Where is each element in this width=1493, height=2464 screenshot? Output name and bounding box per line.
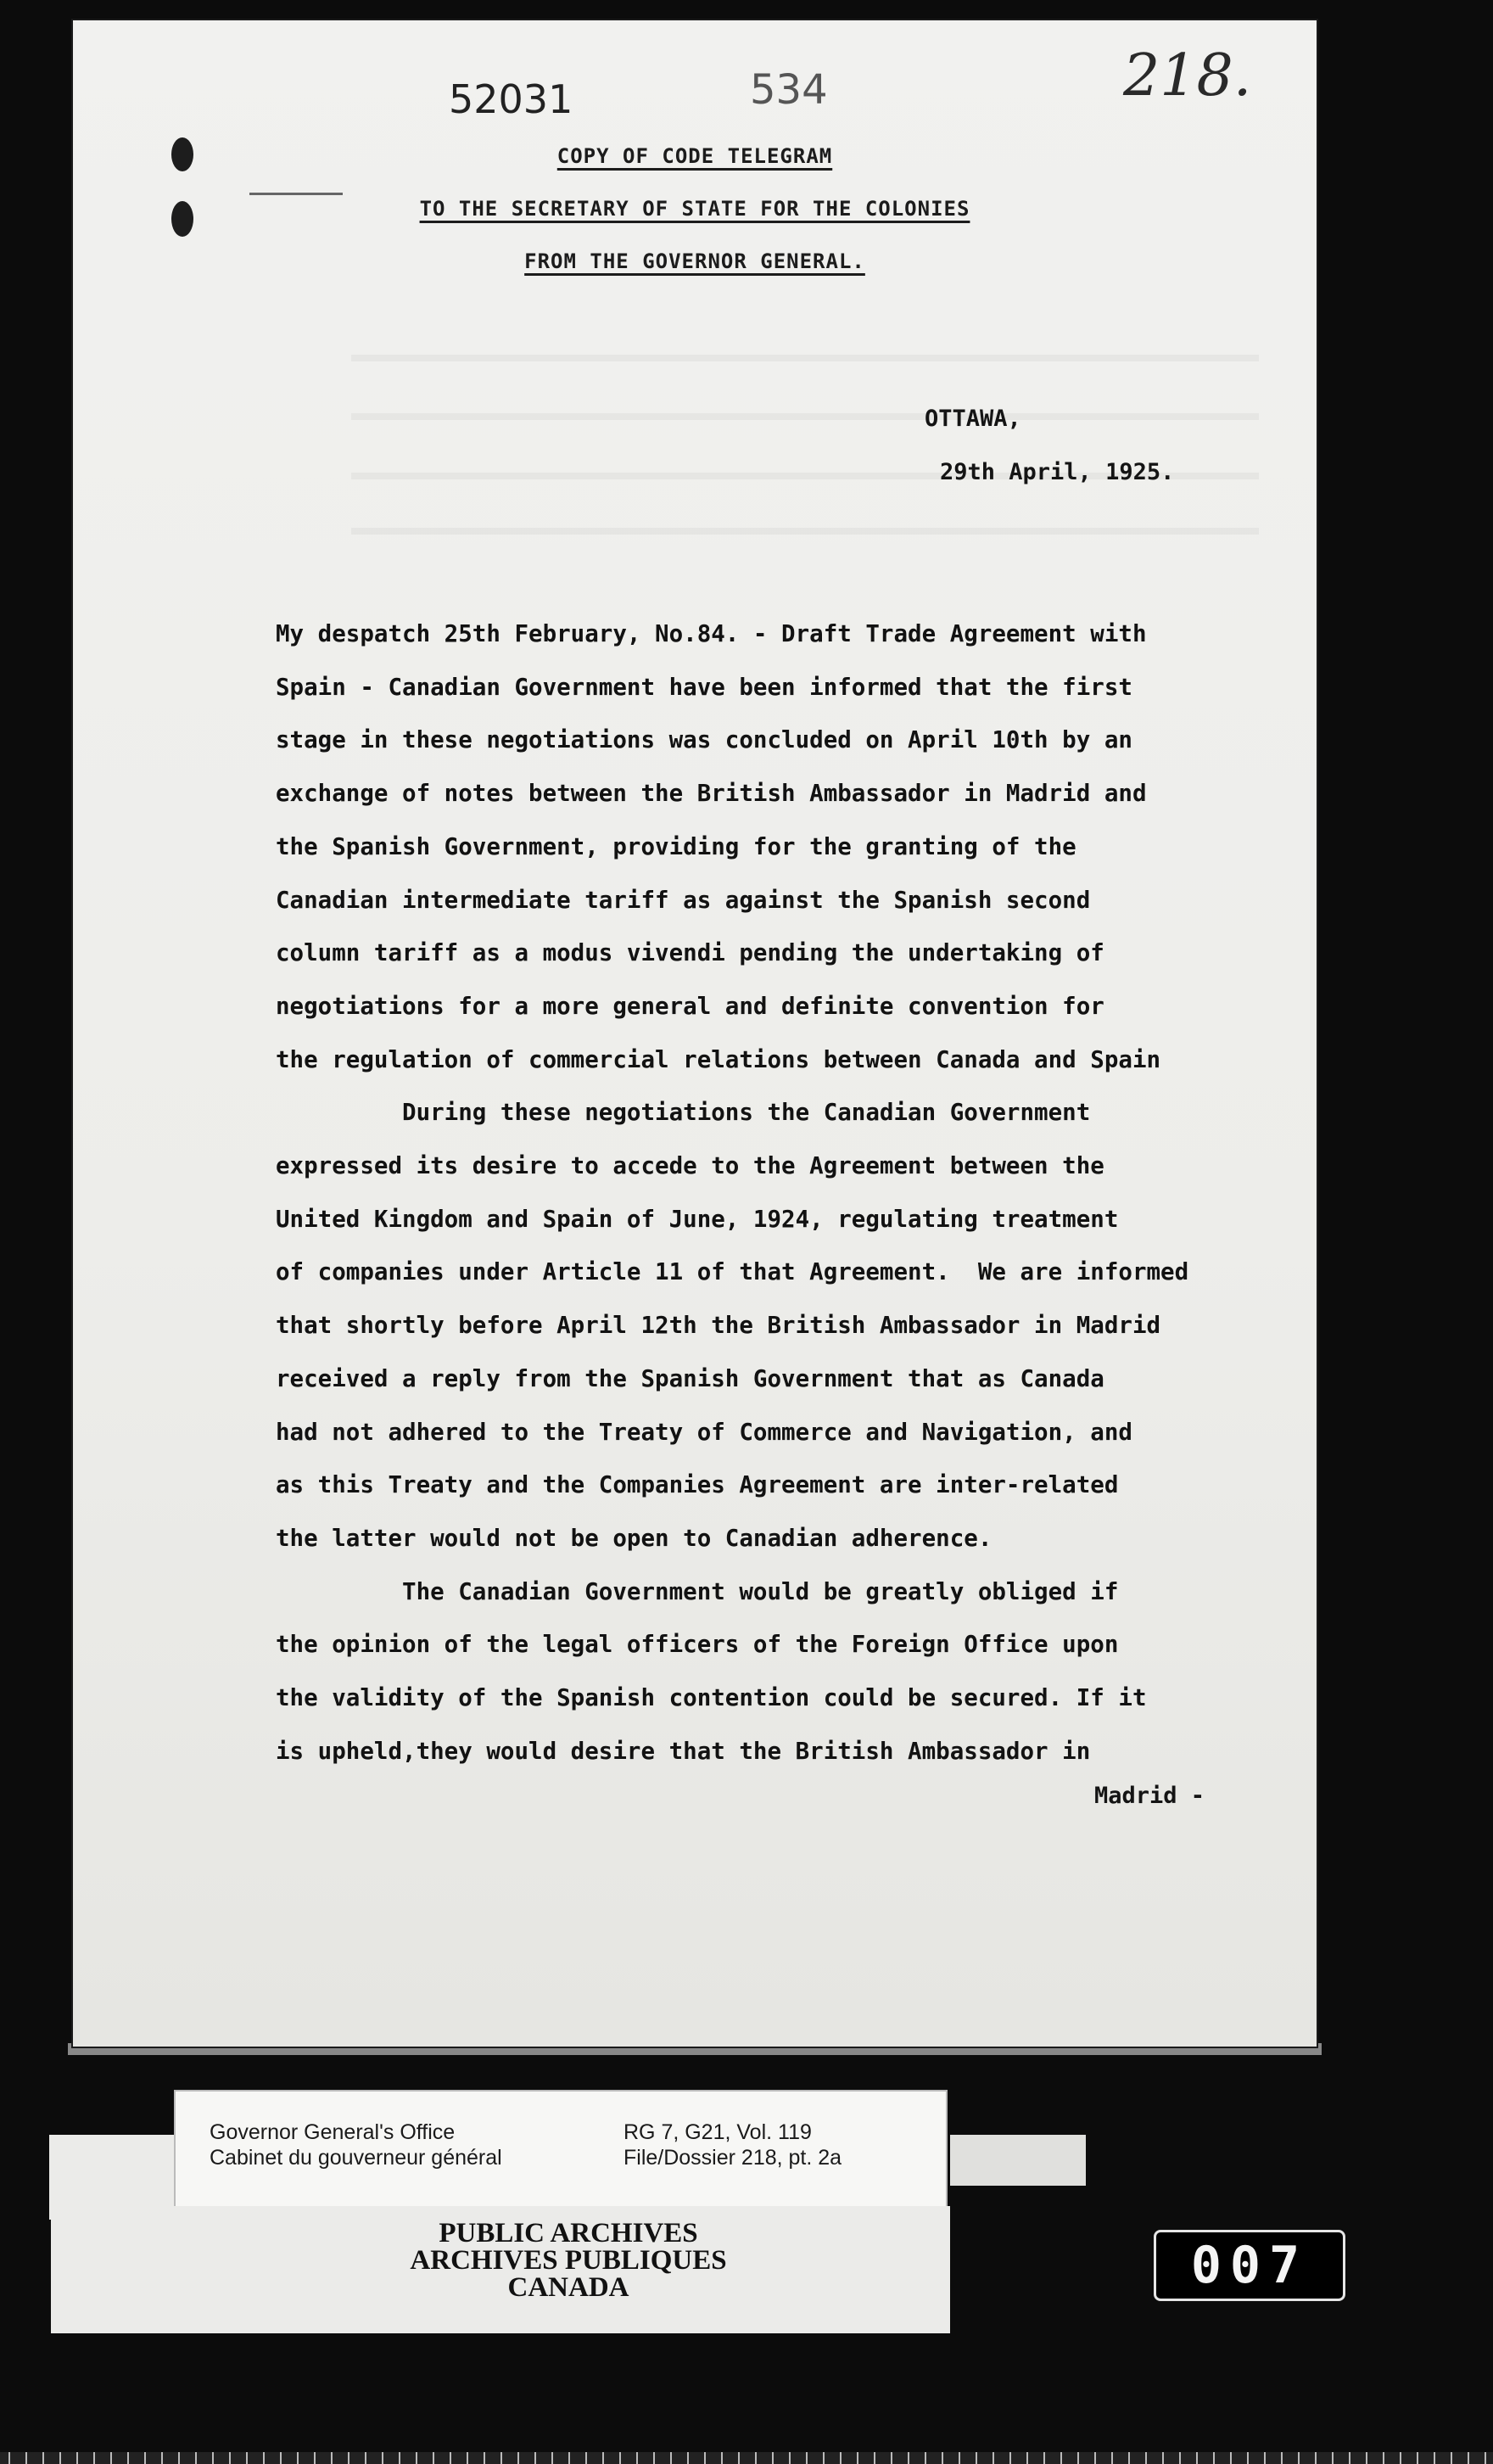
body-line: that shortly before April 12th the British Ambassador in Madrid bbox=[276, 1312, 1161, 1340]
film-edge-bottom bbox=[0, 2452, 1493, 2464]
body-line: United Kingdom and Spain of June, 1924, regulating treatment bbox=[276, 1205, 1119, 1233]
archives-imprint bbox=[51, 2206, 950, 2333]
dateline-date: 29th April, 1925. bbox=[940, 459, 1175, 485]
handwritten-page-number: 218. bbox=[1123, 42, 1252, 109]
microfilm-frame-counter: 007 bbox=[1154, 2230, 1345, 2301]
office-name-en: Governor General's Office bbox=[210, 2120, 456, 2144]
archive-reference-label bbox=[174, 2090, 948, 2208]
body-line: had not adhered to the Treaty of Commerce and Navigation, and bbox=[276, 1418, 1132, 1446]
pencil-mark bbox=[249, 193, 343, 195]
body-line: of companies under Article 11 of that Agreement. We are informed bbox=[276, 1258, 1189, 1286]
body-line: exchange of notes between the British Ambassador in Madrid and bbox=[276, 780, 1147, 808]
body-line: the opinion of the legal officers of the Foreign Office upon bbox=[276, 1631, 1119, 1659]
body-line: My despatch 25th February, No.84. - Draft Trade Agreement with bbox=[276, 620, 1147, 647]
body-line: The Canadian Government would be greatly obliged if bbox=[276, 1577, 1119, 1605]
bleed-through-line bbox=[351, 355, 1259, 361]
body-line: received a reply from the Spanish Government that as Canada bbox=[276, 1364, 1104, 1392]
body-line: the Spanish Government, providing for the granting of the bbox=[276, 832, 1076, 860]
body-line: the latter would not be open to Canadian adherence. bbox=[276, 1524, 993, 1552]
archives-line-country: CANADA bbox=[507, 2272, 629, 2303]
record-group-reference: RG 7, G21, Vol. 119 bbox=[623, 2120, 812, 2144]
body-line: the regulation of commercial relations between Canada and Spain bbox=[276, 1045, 1161, 1073]
office-name-fr: Cabinet du gouverneur général bbox=[210, 2146, 502, 2170]
body-line: negotiations for a more general and definite convention for bbox=[276, 992, 1104, 1020]
dateline-place: OTTAWA, bbox=[925, 406, 1021, 432]
body-line: the validity of the Spanish contention could be secured. If it bbox=[276, 1684, 1147, 1712]
folio-number: 534 bbox=[750, 66, 828, 114]
archives-line-fr: ARCHIVES PUBLIQUES bbox=[410, 2245, 727, 2276]
header-to-secretary-of-state: TO THE SECRETARY OF STATE FOR THE COLONIES bbox=[419, 197, 970, 221]
label-tab-right bbox=[950, 2135, 1086, 2186]
bleed-through-line bbox=[351, 528, 1259, 535]
document-number-stamp: 52031 bbox=[449, 76, 573, 122]
body-line: Canadian intermediate tariff as against the Spanish second bbox=[276, 886, 1091, 914]
bleed-through-line bbox=[351, 413, 1259, 420]
continuation-catchword: Madrid - bbox=[1094, 1783, 1205, 1809]
body-line: expressed its desire to accede to the Agreement between the bbox=[276, 1152, 1104, 1180]
body-line: Spain - Canadian Government have been informed that the first bbox=[276, 673, 1132, 701]
header-from-governor-general: FROM THE GOVERNOR GENERAL. bbox=[524, 249, 865, 273]
body-line: as this Treaty and the Companies Agreement are inter-related bbox=[276, 1471, 1119, 1499]
body-line: During these negotiations the Canadian Government bbox=[276, 1099, 1091, 1127]
header-copy-of-code-telegram: COPY OF CODE TELEGRAM bbox=[556, 144, 833, 168]
body-line: stage in these negotiations was concluded on April 10th by an bbox=[276, 726, 1132, 754]
telegram-body bbox=[276, 608, 1289, 1778]
body-line: is upheld,they would desire that the British Ambassador in bbox=[276, 1737, 1091, 1765]
file-reference: File/Dossier 218, pt. 2a bbox=[623, 2146, 842, 2170]
body-line: column tariff as a modus vivendi pending the undertaking of bbox=[276, 939, 1104, 967]
archives-line-en: PUBLIC ARCHIVES bbox=[439, 2218, 698, 2248]
